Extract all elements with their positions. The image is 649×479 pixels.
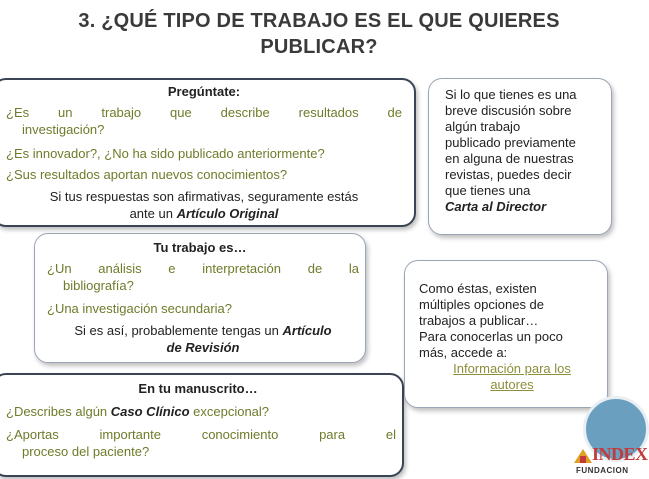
box1-question2: ¿Es innovador?, ¿No ha sido publicado anteriormente? <box>6 146 325 161</box>
box1-question1-line1: ¿Es un trabajo que describe resultados de <box>6 105 402 120</box>
review-article-box <box>34 233 366 363</box>
slide-title-line1: 3. ¿QUÉ TIPO DE TRABAJO ES EL QUE QUIERES <box>78 10 560 32</box>
box3-question1-pre: ¿Describes algún <box>6 404 111 419</box>
fundacion-index-logo <box>564 444 648 479</box>
right2-line1: Como éstas, existen <box>419 281 537 296</box>
box3-question1 <box>6 403 396 420</box>
right2-line5: más, accede a: <box>419 345 508 360</box>
right1-line5: en alguna de nuestras <box>445 151 574 166</box>
box1-question1-line2: investigación? <box>22 122 105 137</box>
box1-header: Pregúntate: <box>167 84 241 99</box>
right1-line6: revistas, puedes decir <box>445 167 572 182</box>
logo-fundacion-text: FUNDACION <box>576 466 629 475</box>
box1-conclusion <box>6 188 402 222</box>
logo-mark-icon <box>572 447 594 465</box>
logo-index-text: INDEX <box>592 444 648 464</box>
right1-line7: que tienes una <box>445 183 531 198</box>
box3-header: En tu manuscrito… <box>138 381 258 396</box>
box1-conclusion-mid: ante un <box>129 206 177 221</box>
slide-title <box>0 8 638 60</box>
box2-question2: ¿Una investigación secundaria? <box>47 301 232 316</box>
box2-question1-line1: ¿Un análisis e interpretación de la <box>47 261 359 276</box>
right2-line3: trabajos a publicar… <box>419 313 539 328</box>
box2-conclusion-type2: de Revisión <box>166 340 240 355</box>
box1-question3: ¿Sus resultados aportan nuevos conocimientos? <box>6 167 288 182</box>
box3-question2-line2: proceso del paciente? <box>22 444 150 459</box>
box2-conclusion <box>47 322 359 356</box>
right2-line4: Para conocerlas un poco <box>419 329 563 344</box>
right1-type: Carta al Director <box>445 199 547 214</box>
box3-question1-type: Caso Clínico <box>110 404 190 419</box>
authors-info-link-line1[interactable]: Información para los <box>453 361 571 376</box>
right1-line3: algún trabajo <box>445 119 521 134</box>
box3-question2-line1: ¿Aportas importante conocimiento para el <box>6 427 396 442</box>
box2-question1-line2: bibliografía? <box>63 278 134 293</box>
original-article-box <box>0 78 416 227</box>
right1-line4: publicado previamente <box>445 135 576 150</box>
box2-header: Tu trabajo es… <box>153 240 247 255</box>
authors-info-link[interactable] <box>419 361 605 393</box>
more-options-box <box>404 260 608 408</box>
clinical-case-box <box>0 373 404 477</box>
right2-line2: múltiples opciones de <box>419 297 545 312</box>
right1-line2: breve discusión sobre <box>445 103 572 118</box>
right1-line1: Si lo que tienes es una <box>445 87 577 102</box>
slide-title-line2: PUBLICAR? <box>260 36 378 58</box>
authors-info-link-line2[interactable]: autores <box>490 377 534 392</box>
box3-question1-post: excepcional? <box>189 404 270 419</box>
box1-conclusion-line1: Si tus respuestas son afirmativas, seguramente estás <box>49 189 359 204</box>
letter-to-editor-box <box>428 78 612 235</box>
box2-conclusion-line1: Si es así, probablemente tengas un <box>74 323 283 338</box>
box2-conclusion-type1: Artículo <box>282 323 332 338</box>
box1-conclusion-type: Artículo Original <box>176 206 279 221</box>
